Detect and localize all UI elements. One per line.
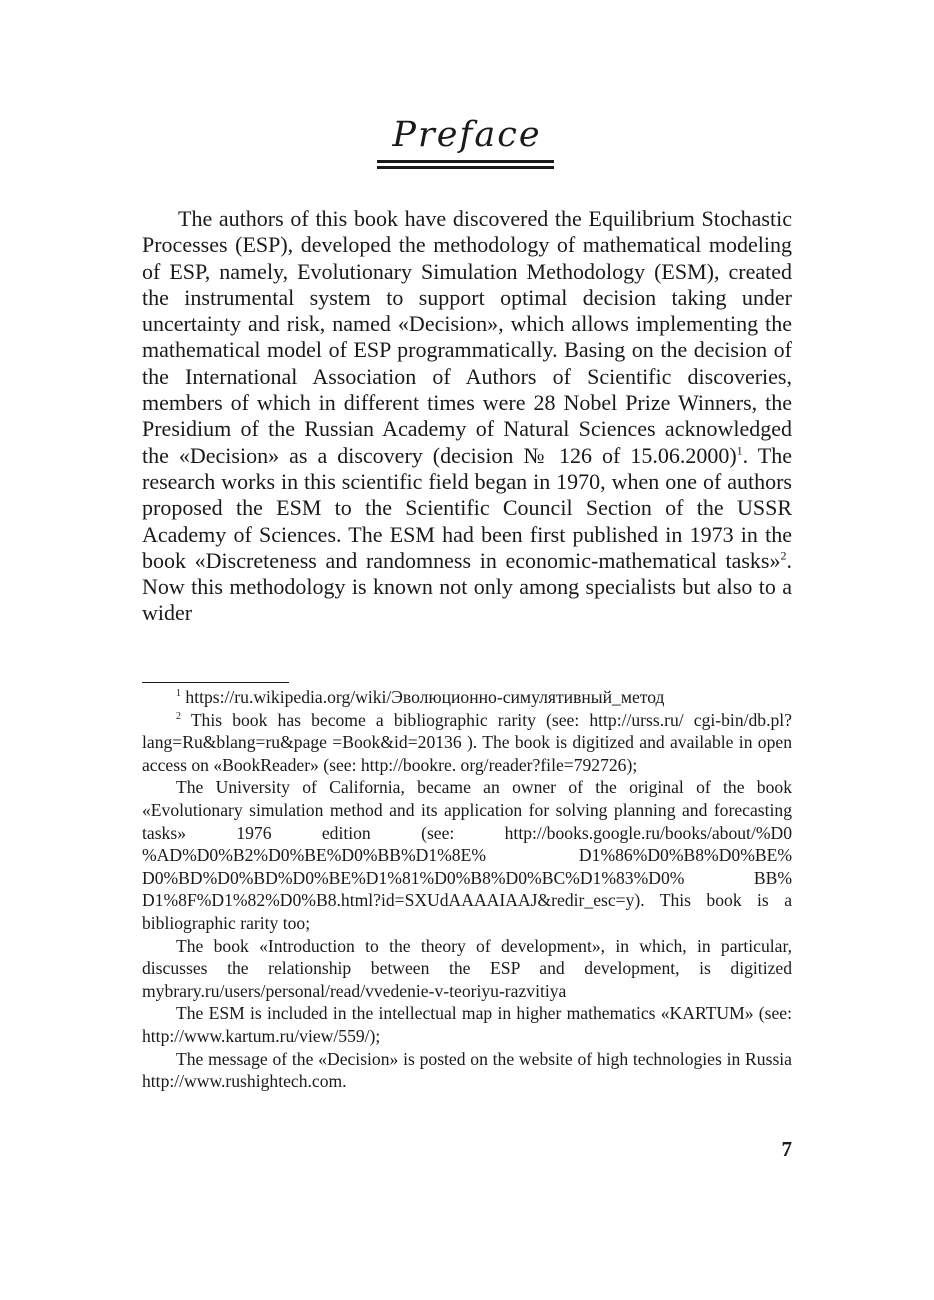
title-underline [377,160,554,163]
main-paragraph-part-3: . Now this methodology is known not only among specialists but also to a wider [142,547,792,626]
footnote-reference-1: 1 [736,443,743,458]
footnote-separator [142,682,289,683]
footnote-paragraph-message: The message of the «Decision» is posted on the website of high technologies in Russia http://www.rushightech.com. [142,1048,792,1092]
footnote-2 [142,709,792,777]
footnote-1-text: https://ru.wikipedia.org/wiki/Эволюционно-симулятивный_метод [185,687,665,707]
footnote-reference-2: 2 [780,548,787,563]
main-paragraph-part-2: . The research works in this scientific field began in 1970, when one of authors proposed the ESM to the Scientific Council Section of the USSR Academy of Sciences. The ESM had been first published in 1973 in the book «Discreteness and randomness in economic-mathematical tasks» [142,442,792,573]
chapter-title: Preface [392,115,542,155]
footnote-marker-1: 1 [176,688,181,700]
main-paragraph-part-1: The authors of this book have discovered the Equilibrium Stochastic Processes (ESP), developed the methodology of mathematical modeling of ESP, namely, Evolutionary Simulation Methodology (ESM), created the instrumental system to support optimal decision taking under uncertainty and risk, named «Decision», which allows implementing the mathematical model of ESP programmatically. Basing on the decision of the International Association of Authors of Scientific discoveries, members of which in different times were 28 Nobel Prize Winners, the Presidium of the Russian Academy of Natural Sciences acknowledged the «Decision» as a discovery (decision № 126 of 15.06.2000) [142,206,792,468]
main-paragraph [142,206,792,627]
footnotes [142,686,792,1093]
page-number: 7 [781,1137,792,1161]
footnote-paragraph-kartum: The ESM is included in the intellectual map in higher mathematics «KARTUM» (see: http://www.kartum.ru/view/559/); [142,1003,792,1046]
footnote-paragraph-california: The University of California, became an owner of the original of the book «Evolutionary simulation method and its application for solving planning and forecasting tasks» 1976 edition (see: http://books.google.ru/books/about/%D0 %AD%D0%B2%D0%BE%D0%BB%D1%8E% D1%86%D0%B8%D0%BE% D0%BD%D0%BD%D0%BE%D1%81%D0%B8%D0%BC%D1%83%D0% BB% D1%8F%D1%82%D0%B8.html?id=SXUdAAAAIAAJ&redir_esc=y). This book is a bibliographic rarity too; [142,777,792,933]
footnote-paragraph-introduction: The book «Introduction to the theory of development», in which, in particular, discusses the relationship between the ESP and development, is digitized mybrary.ru/users/personal/read/vvedenie-v-teoriyu-razvitiya [142,935,792,1001]
footnote-1 [142,686,792,709]
footnote-2-text: This book has become a bibliographic rarity (see: http://urss.ru/ cgi-bin/db.pl?lang=Ru&blang=ru&page =Book&id=20136 ). The book is digitized and available in open access on «BookReader» (see: http://bookre. org/reader?file=792726); [142,709,792,775]
footnote-marker-2: 2 [176,710,181,722]
chapter-heading [0,112,934,158]
title-underline-second [377,166,554,169]
